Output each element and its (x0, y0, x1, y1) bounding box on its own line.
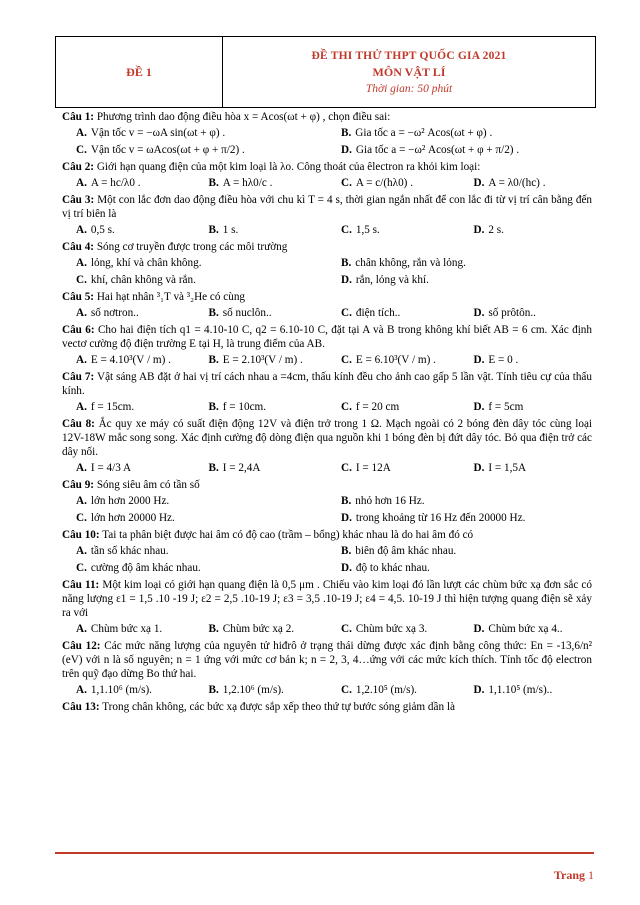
option-letter: B. (208, 307, 219, 319)
answer-option[interactable] (327, 544, 592, 558)
answer-option[interactable] (327, 511, 592, 525)
option-letter: C. (76, 562, 87, 574)
option-letter: B. (341, 495, 352, 507)
option-text: tần số khác nhau. (90, 545, 169, 557)
answer-option[interactable] (62, 400, 195, 414)
question-stem (62, 478, 592, 492)
option-text: Chùm bức xạ 3. (355, 623, 428, 635)
option-text: f = 20 cm (355, 401, 400, 413)
answer-option[interactable] (327, 561, 592, 575)
page-number: 1 (588, 868, 594, 882)
question-stem (62, 323, 592, 351)
answer-option[interactable] (460, 353, 593, 367)
exam-header (55, 36, 596, 108)
option-text: E = 2.10³(V / m) . (222, 354, 303, 366)
answer-option[interactable] (195, 622, 328, 636)
options-row (62, 126, 592, 140)
question-block (62, 323, 592, 367)
exam-time: Thời gian: 50 phút (365, 82, 453, 95)
option-text: 1,2.10⁵ (m/s). (355, 684, 417, 696)
option-text: I = 12A (355, 462, 391, 474)
answer-option[interactable] (327, 494, 592, 508)
options-row (62, 273, 592, 287)
question-number: Câu 9: (62, 479, 95, 491)
option-text: độ to khác nhau. (355, 562, 430, 574)
option-text: A = hc/λ0 . (90, 177, 141, 189)
option-text: Gia tốc a = −ω² Acos(ωt + φ + π/2) . (355, 144, 520, 156)
option-letter: C. (341, 354, 352, 366)
option-letter: C. (341, 623, 352, 635)
question-text: Hai hạt nhân ³₁T và ³₂He có cùng (96, 291, 246, 303)
question-block (62, 160, 592, 190)
option-text: f = 10cm. (222, 401, 267, 413)
option-letter: D. (473, 623, 485, 635)
option-letter: A. (76, 307, 87, 319)
option-letter: A. (76, 545, 87, 557)
question-number: Câu 7: (62, 371, 95, 383)
option-letter: C. (76, 144, 87, 156)
options-row (62, 223, 592, 237)
question-text: Phương trình dao động điều hòa x = Acos(ωt + φ) , chọn điều sai: (96, 111, 391, 123)
option-letter: D. (473, 401, 485, 413)
answer-option[interactable] (327, 223, 460, 237)
option-letter: B. (208, 684, 219, 696)
option-text: khí, chân không và rắn. (90, 274, 196, 286)
option-text: số prôtôn.. (488, 307, 536, 319)
options-row (62, 511, 592, 525)
question-text: Một kim loại có giới hạn quang điện là 0,5 μm . Chiếu vào kim loại đó lần lượt các chùm bức xạ đơn sắc có năng lượng ε1 = 1,5 .10 -19 J; ε2 = 2,5 .10-19 J; ε3 = 3,5 .10-19 J; ε4 = 4,5. 10-19 J thì hiện tượng quang điện sẽ xảy ra với (62, 579, 592, 619)
option-letter: D. (473, 684, 485, 696)
answer-option[interactable] (195, 223, 328, 237)
option-text: I = 4/3 A (90, 462, 132, 474)
question-block (62, 578, 592, 636)
answer-option[interactable] (62, 256, 327, 270)
option-text: lớn hơn 20000 Hz. (90, 512, 175, 524)
question-block (62, 193, 592, 237)
question-block (62, 478, 592, 525)
page-footer (554, 868, 594, 883)
question-stem (62, 370, 592, 398)
option-letter: D. (473, 177, 485, 189)
option-letter: D. (473, 224, 485, 236)
option-text: số nuclôn.. (222, 307, 272, 319)
question-text: Tai ta phân biệt được hai âm có độ cao (trầm – bổng) khác nhau là do hai âm đó có (102, 529, 474, 541)
option-text: A = c/(hλ0) . (355, 177, 413, 189)
option-text: 1,1.10⁵ (m/s).. (488, 684, 553, 696)
option-letter: A. (76, 354, 87, 366)
answer-option[interactable] (327, 683, 460, 697)
answer-option[interactable] (327, 143, 592, 157)
options-row (62, 353, 592, 367)
option-text: Chùm bức xạ 2. (222, 623, 295, 635)
answer-option[interactable] (460, 461, 593, 475)
option-letter: A. (76, 401, 87, 413)
options-row (62, 256, 592, 270)
answer-option[interactable] (62, 622, 195, 636)
footer-divider (55, 852, 594, 854)
option-letter: C. (341, 177, 352, 189)
options-row (62, 622, 592, 636)
question-block (62, 240, 592, 287)
option-text: Vận tốc v = −ωA sin(ωt + φ) . (90, 127, 226, 139)
option-letter: B. (341, 127, 352, 139)
option-text: 1,5 s. (355, 224, 380, 236)
answer-option[interactable] (327, 353, 460, 367)
options-row (62, 461, 592, 475)
question-block (62, 370, 592, 414)
question-stem (62, 700, 592, 714)
option-letter: D. (341, 144, 352, 156)
question-number: Câu 10: (62, 529, 100, 541)
options-row (62, 561, 592, 575)
question-text: Các mức năng lượng của nguyên tử hiđrô ở trạng thái dừng được xác định bằng công thức: En = -13,6/n² (eV) với n là số nguyên; n = 1 ứng với mức cơ bản k; n = 2, 3, 4…ứng với các mức kích thích. Tính tốc độ electron trên quỹ đạo dừng Bo thứ hai. (62, 640, 592, 680)
option-letter: A. (76, 257, 87, 269)
answer-option[interactable] (460, 400, 593, 414)
option-text: I = 2,4A (222, 462, 261, 474)
option-text: chân không, rắn và lỏng. (355, 257, 466, 269)
question-text: Cho hai điện tích q1 = 4.10-10 C, q2 = 6.10-10 C, đặt tại A và B trong không khí biết AB = 6 cm. Xác định vectơ cường độ điện trường E tại H, là trung điểm của AB. (62, 324, 592, 350)
option-letter: D. (341, 562, 352, 574)
page-label: Trang (553, 868, 585, 882)
option-text: rắn, lỏng và khí. (355, 274, 429, 286)
question-number: Câu 6: (62, 324, 95, 336)
option-letter: B. (341, 545, 352, 557)
question-text: Giới hạn quang điện của một kim loại là λo. Công thoát của êlectron ra khỏi kim loại: (96, 161, 481, 173)
answer-option[interactable] (327, 400, 460, 414)
option-text: điện tích.. (355, 307, 401, 319)
answer-option[interactable] (62, 561, 327, 575)
answer-option[interactable] (62, 683, 195, 697)
answer-option[interactable] (327, 256, 592, 270)
answer-option[interactable] (62, 143, 327, 157)
question-block (62, 110, 592, 157)
header-left-cell (56, 37, 223, 107)
question-number: Câu 8: (62, 418, 95, 430)
question-stem (62, 417, 592, 459)
option-text: E = 0 . (488, 354, 519, 366)
option-letter: B. (208, 401, 219, 413)
option-text: f = 5cm (488, 401, 524, 413)
answer-option[interactable] (62, 461, 195, 475)
option-text: f = 15cm. (90, 401, 135, 413)
answer-option[interactable] (62, 511, 327, 525)
option-text: cường độ âm khác nhau. (90, 562, 201, 574)
option-text: nhỏ hơn 16 Hz. (355, 495, 425, 507)
option-text: lỏng, khí và chân không. (90, 257, 202, 269)
answer-option[interactable] (62, 176, 195, 190)
option-letter: A. (76, 177, 87, 189)
exam-code: ĐỀ 1 (126, 64, 152, 79)
answer-option[interactable] (62, 353, 195, 367)
option-text: E = 4.10³(V / m) . (90, 354, 171, 366)
option-letter: C. (76, 512, 87, 524)
exam-subject: MÔN VẬT LÍ (372, 64, 446, 79)
answer-option[interactable] (327, 461, 460, 475)
option-text: Gia tốc a = −ω² Acos(ωt + φ) . (355, 127, 493, 139)
answer-option[interactable] (195, 683, 328, 697)
question-block (62, 700, 592, 714)
question-stem (62, 193, 592, 221)
option-letter: A. (76, 623, 87, 635)
option-letter: C. (341, 224, 352, 236)
answer-option[interactable] (62, 126, 327, 140)
question-block (62, 528, 592, 575)
answer-option[interactable] (460, 622, 593, 636)
option-text: I = 1,5A (488, 462, 527, 474)
question-number: Câu 4: (62, 241, 95, 253)
option-letter: D. (473, 462, 485, 474)
question-stem (62, 240, 592, 254)
option-text: 2 s. (488, 224, 504, 236)
question-stem (62, 639, 592, 681)
option-letter: D. (341, 512, 352, 524)
answer-option[interactable] (460, 306, 593, 320)
answer-option[interactable] (62, 544, 327, 558)
answer-option[interactable] (460, 223, 593, 237)
option-text: A = λ0/(hc) . (488, 177, 546, 189)
option-letter: A. (76, 495, 87, 507)
option-letter: A. (76, 462, 87, 474)
question-text: Sóng siêu âm có tần số (96, 479, 200, 491)
option-letter: A. (76, 224, 87, 236)
option-letter: A. (76, 127, 87, 139)
question-block (62, 639, 592, 697)
option-letter: C. (76, 274, 87, 286)
options-row (62, 494, 592, 508)
header-right-cell (223, 37, 595, 107)
question-block (62, 417, 592, 475)
options-row (62, 400, 592, 414)
option-letter: C. (341, 684, 352, 696)
question-stem (62, 110, 592, 124)
option-text: lớn hơn 2000 Hz. (90, 495, 170, 507)
option-text: Chùm bức xạ 1. (90, 623, 163, 635)
answer-option[interactable] (460, 176, 593, 190)
option-text: 0,5 s. (90, 224, 115, 236)
answer-option[interactable] (327, 126, 592, 140)
option-letter: B. (208, 462, 219, 474)
question-stem (62, 290, 592, 304)
option-text: E = 6.10³(V / m) . (355, 354, 436, 366)
option-text: Chùm bức xạ 4.. (488, 623, 563, 635)
question-list (62, 110, 592, 716)
option-letter: D. (341, 274, 352, 286)
option-letter: C. (341, 401, 352, 413)
answer-option[interactable] (195, 176, 328, 190)
option-letter: B. (341, 257, 352, 269)
question-text: Vật sáng AB đặt ở hai vị trí cách nhau a =4cm, thấu kính đều cho ảnh cao gấp 5 lần vật. Tính tiêu cự của thấu kính. (62, 371, 592, 397)
options-row (62, 544, 592, 558)
question-number: Câu 3: (62, 194, 95, 206)
question-number: Câu 5: (62, 291, 95, 303)
answer-option[interactable] (327, 306, 460, 320)
options-row (62, 176, 592, 190)
answer-option[interactable] (195, 306, 328, 320)
question-number: Câu 1: (62, 111, 95, 123)
option-text: A = hλ0/c . (222, 177, 273, 189)
option-letter: B. (208, 224, 219, 236)
question-block (62, 290, 592, 320)
option-letter: A. (76, 684, 87, 696)
answer-option[interactable] (327, 273, 592, 287)
option-text: biên độ âm khác nhau. (355, 545, 457, 557)
question-text: Ắc quy xe máy có suất điện động 12V và điện trở trong 1 Ω. Mạch ngoài có 2 bóng đèn dây tóc cùng loại 12V-18W mắc song song. Xác định cường độ dòng điện qua nguồn khi 1 bóng đèn bị đứt dây tóc. Bỏ qua điện trở các dây nối. (62, 418, 593, 458)
option-text: trong khoảng từ 16 Hz đến 20000 Hz. (355, 512, 526, 524)
question-number: Câu 13: (62, 701, 100, 713)
question-stem (62, 578, 592, 620)
option-text: 1,1.10⁶ (m/s). (90, 684, 152, 696)
answer-option[interactable] (62, 306, 195, 320)
option-text: Vận tốc v = ωAcos(ωt + φ + π/2) . (90, 144, 245, 156)
question-text: Một con lắc đơn dao động điều hòa với chu kì T = 4 s, thời gian ngắn nhất để con lắc đi từ vị trí cân bằng đến vị trí biên là (62, 194, 593, 220)
option-letter: B. (208, 177, 219, 189)
question-stem (62, 528, 592, 542)
question-text: Trong chân không, các bức xạ được sắp xếp theo thứ tự bước sóng giảm dần là (102, 701, 455, 713)
answer-option[interactable] (195, 400, 328, 414)
option-letter: C. (341, 307, 352, 319)
answer-option[interactable] (327, 622, 460, 636)
option-letter: D. (473, 354, 485, 366)
answer-option[interactable] (460, 683, 593, 697)
option-letter: B. (208, 354, 219, 366)
options-row (62, 683, 592, 697)
options-row (62, 143, 592, 157)
exam-title: ĐỀ THI THỬ THPT QUỐC GIA 2021 (311, 49, 507, 62)
question-number: Câu 12: (62, 640, 101, 652)
option-letter: D. (473, 307, 485, 319)
option-text: 1,2.10⁶ (m/s). (222, 684, 284, 696)
answer-option[interactable] (195, 461, 328, 475)
question-text: Sóng cơ truyền được trong các môi trường (96, 241, 288, 253)
question-number: Câu 11: (62, 579, 100, 591)
answer-option[interactable] (327, 176, 460, 190)
option-text: số nơtron.. (90, 307, 139, 319)
question-number: Câu 2: (62, 161, 95, 173)
options-row (62, 306, 592, 320)
option-letter: B. (208, 623, 219, 635)
question-stem (62, 160, 592, 174)
answer-option[interactable] (62, 223, 195, 237)
option-letter: C. (341, 462, 352, 474)
answer-option[interactable] (62, 273, 327, 287)
option-text: 1 s. (222, 224, 239, 236)
answer-option[interactable] (62, 494, 327, 508)
answer-option[interactable] (195, 353, 328, 367)
